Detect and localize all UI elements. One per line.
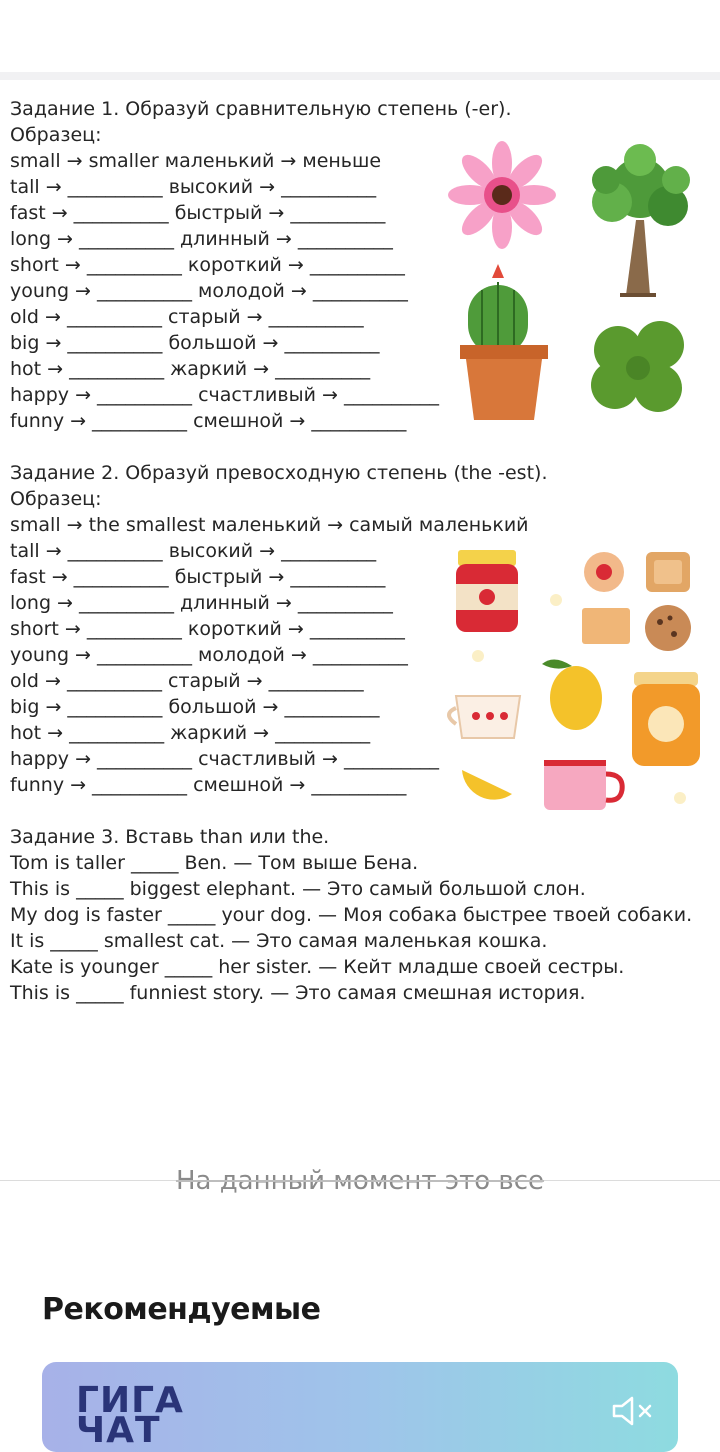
honey-jar-icon bbox=[632, 672, 700, 766]
task2-line: old → __________ старый → __________ bbox=[10, 670, 364, 692]
jam-jar-icon bbox=[456, 550, 518, 632]
task1-line: happy → __________ счастливый → __________ bbox=[10, 384, 439, 406]
task1-line: fast → __________ быстрый → __________ bbox=[10, 202, 386, 224]
task1-line: young → __________ молодой → __________ bbox=[10, 280, 408, 302]
task2-line: long → __________ длинный → __________ bbox=[10, 592, 393, 614]
task3-line: Kate is younger _____ her sister. — Кейт младше своей сестры. bbox=[10, 956, 625, 978]
cracker-icon bbox=[582, 608, 630, 644]
pink-flower-icon bbox=[448, 141, 556, 249]
chocolate-cookie-icon bbox=[645, 605, 691, 651]
task1-line: hot → __________ жаркий → __________ bbox=[10, 358, 371, 380]
task1-illustrations bbox=[440, 140, 710, 425]
gigachat-logo: ГИГА ЧАТ bbox=[76, 1380, 184, 1451]
task3-line: This is _____ funniest story. — Это самая смешная история. bbox=[10, 982, 586, 1004]
task2-line: happy → __________ счастливый → __________ bbox=[10, 748, 439, 770]
task1-line: small → smaller маленький → меньше bbox=[10, 150, 382, 172]
task3-line: This is _____ biggest elephant. — Это самый большой слон. bbox=[10, 878, 586, 900]
task2-line: small → the smallest маленький → самый маленький bbox=[10, 514, 529, 536]
task1-line: short → __________ короткий → __________ bbox=[10, 254, 405, 276]
task2-line: funny → __________ смешной → __________ bbox=[10, 774, 407, 796]
top-divider-bar bbox=[0, 72, 720, 80]
clover-icon bbox=[591, 321, 684, 412]
recommended-title: Рекомендуемые bbox=[42, 1292, 321, 1327]
task1-line: long → __________ длинный → __________ bbox=[10, 228, 393, 250]
square-biscuit-icon bbox=[646, 552, 690, 592]
task1-title: Задание 1. Образуй сравнительную степень (-er). bbox=[10, 98, 512, 120]
task3-line: My dog is faster _____ your dog. — Моя собака быстрее твоей собаки. bbox=[10, 904, 693, 926]
task1-line: old → __________ старый → __________ bbox=[10, 306, 364, 328]
gigachat-banner[interactable] bbox=[42, 1362, 678, 1452]
end-text: На данный момент это все bbox=[175, 1166, 545, 1196]
task2-line: short → __________ короткий → __________ bbox=[10, 618, 405, 640]
mug-icon bbox=[544, 760, 622, 810]
task3-line: Tom is taller _____ Ben. — Том выше Бена. bbox=[10, 852, 419, 874]
lemon-icon bbox=[542, 659, 602, 730]
lemon-slice-icon bbox=[462, 770, 512, 800]
speaker-mute-icon[interactable] bbox=[610, 1394, 654, 1428]
task1-line: tall → __________ высокий → __________ bbox=[10, 176, 377, 198]
task2-title: Задание 2. Образуй превосходную степень (the -est). bbox=[10, 462, 548, 484]
task2-line: fast → __________ быстрый → __________ bbox=[10, 566, 386, 588]
task3-title: Задание 3. Вставь than или the. bbox=[10, 826, 330, 848]
tea-cup-icon bbox=[449, 696, 520, 738]
cactus-icon bbox=[460, 264, 548, 420]
task3-line: It is _____ smallest cat. — Это самая маленькая кошка. bbox=[10, 930, 548, 952]
task2-line: tall → __________ высокий → __________ bbox=[10, 540, 377, 562]
cookie-flower-icon bbox=[584, 552, 624, 592]
task1-line: funny → __________ смешной → __________ bbox=[10, 410, 407, 432]
task2-line: big → __________ большой → __________ bbox=[10, 696, 380, 718]
task2-line: young → __________ молодой → __________ bbox=[10, 644, 408, 666]
task2-line: hot → __________ жаркий → __________ bbox=[10, 722, 371, 744]
tree-icon bbox=[592, 144, 690, 295]
task2-sample-label: Образец: bbox=[10, 488, 102, 510]
task1-line: big → __________ большой → __________ bbox=[10, 332, 380, 354]
task3-block bbox=[10, 824, 710, 1006]
end-of-content bbox=[0, 1164, 720, 1200]
task1-sample-label: Образец: bbox=[10, 124, 102, 146]
task2-illustrations bbox=[440, 548, 710, 816]
